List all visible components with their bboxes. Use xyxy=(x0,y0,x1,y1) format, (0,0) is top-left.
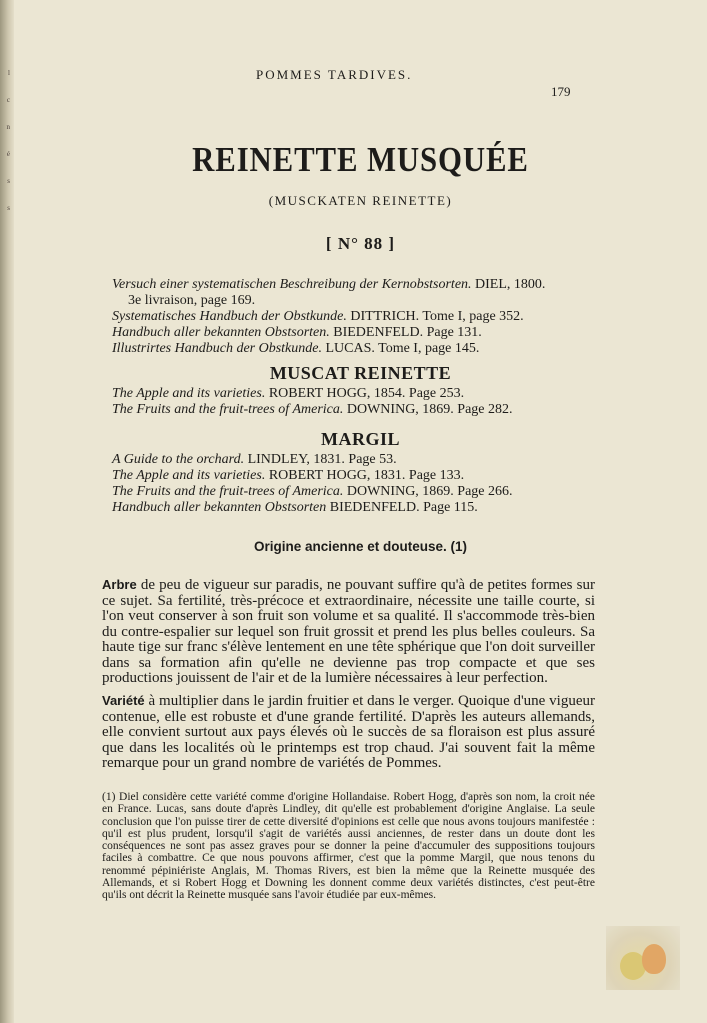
gutter-mark: l xyxy=(8,69,10,77)
reference-line xyxy=(112,484,592,500)
reference-detail: DOWNING, 1869. Page 282. xyxy=(343,402,513,417)
page-title: REINETTE MUSQUÉE xyxy=(192,140,529,179)
reference-line xyxy=(112,452,592,468)
reference-detail: BIEDENFELD. Page 131. xyxy=(329,325,482,340)
reference-detail: BIEDENFELD. Page 115. xyxy=(326,500,478,515)
paragraph-lead: Arbre xyxy=(102,577,137,592)
page-subtitle: (MUSCKATEN REINETTE) xyxy=(268,193,453,208)
book-page xyxy=(14,0,707,1023)
fruit-thumbnail xyxy=(606,926,680,990)
reference-detail: 3e livraison, page 169. xyxy=(128,293,256,308)
gutter-marks xyxy=(0,60,14,222)
reference-line xyxy=(112,386,592,402)
reference-detail: ROBERT HOGG, 1854. Page 253. xyxy=(265,386,465,401)
gutter-mark: c xyxy=(6,96,10,104)
synonym-heading: MUSCAT REINETTE xyxy=(269,363,452,383)
book-gutter xyxy=(0,0,14,1023)
reference-work: Versuch einer systematischen Beschreibung der Kernobstsorten. xyxy=(112,277,472,292)
footnote: (1) Diel considère cette variété comme d'origine Hollandaise. Robert Hogg, d'après son nom, la croit née en France. Lucas, sans doute d'après Lindley, dit qu'elle est probablement d'origine Anglaise. La seule conclusion que l'on puisse tirer de cette diversité d'opinions est celle que nous avons toujours manifestée : qu'il est plus prudent, lorsqu'il s'agit de variétés aussi anciennes, de rester dans un doute dont les conséquences ne sont pas assez graves pour se donner la peine d'accumuler des suppositions toujours faciles à combattre. Ce que nous pouvons affirmer, c'est que la pomme Margil, que nous tenons du renommé pépiniériste Anglais, M. Thomas Rivers, est bien la même que la Reinette musquée des Allemands, et si Robert Hogg et Downing les donnent comme deux variétés distinctes, c'est peut-être qu'ils ont décrit la Reinette musquée sans l'avoir étudiée par eux-mêmes. xyxy=(102,791,595,902)
gutter-mark: s xyxy=(7,177,10,185)
reference-line xyxy=(112,402,592,418)
reference-work: The Apple and its varieties. xyxy=(112,386,266,401)
gutter-mark: n xyxy=(6,123,10,131)
reference-work: Systematisches Handbuch der Obstkunde. xyxy=(112,309,347,324)
reference-work: The Fruits and the fruit-trees of America. xyxy=(112,484,344,499)
reference-work: Handbuch aller bekannten Obstsorten. xyxy=(112,325,330,340)
section-heading: Origine ancienne et douteuse. (1) xyxy=(253,539,468,554)
reference-line xyxy=(112,277,592,293)
reference-detail: DITTRICH. Tome I, page 352. xyxy=(346,309,524,324)
synonym-group xyxy=(112,452,592,516)
reference-detail: DIEL, 1800. xyxy=(471,277,546,292)
reference-detail: LUCAS. Tome I, page 145. xyxy=(321,341,480,356)
paragraph-text: à multiplier dans le jardin fruitier et dans le verger. Quoique d'une vigueur contenue, elle est robuste et d'une grande fertilité. D'après les auteurs allemands, elle convient surtout aux pays élevés où le succès de sa floraison est plus assuré que dans les localités où le printemps est trop chaud. J'ai souvent fait la même remarque pour un grand nombre de variétés de Pommes. xyxy=(102,693,595,771)
reference-line xyxy=(112,468,592,484)
running-head: POMMES TARDIVES. xyxy=(256,67,413,82)
reference-line xyxy=(112,293,592,309)
synonym-group xyxy=(112,277,592,357)
synonym-group xyxy=(112,386,592,418)
variety-number: [ N° 88 ] xyxy=(325,234,396,253)
reference-work: The Fruits and the fruit-trees of America. xyxy=(112,402,344,417)
reference-work: The Apple and its varieties. xyxy=(112,468,266,483)
body-paragraph xyxy=(102,693,595,772)
reference-detail: ROBERT HOGG, 1831. Page 133. xyxy=(265,468,465,483)
gutter-mark: s xyxy=(7,204,10,212)
paragraph-lead: Variété xyxy=(102,693,145,708)
reference-line xyxy=(112,341,592,357)
pear-icon xyxy=(642,944,666,974)
reference-line xyxy=(112,325,592,341)
paragraph-text: de peu de vigueur sur paradis, ne pouvant suffire qu'à de petites formes sur ce sujet. Sa fertilité, très-précoce et extraordinaire, nécessite une taille courte, si l'on veut conserver à son fruit son volume et sa qualité. Il s'accommode très-bien du contre-espalier sur lequel son fruit grossit et prend les plus belles couleurs. Sa haute tige sur franc s'élève lentement en une tête sphérique que l'on doit surveiller dans sa formation afin qu'elle ne devienne pas trop compacte et que ses productions jouissent de l'air et de la lumière nécessaires à leur perfection. xyxy=(102,577,595,686)
body-paragraph xyxy=(102,577,595,687)
reference-line xyxy=(112,309,592,325)
synonym-heading: MARGIL xyxy=(321,429,400,449)
reference-detail: DOWNING, 1869. Page 266. xyxy=(343,484,513,499)
reference-work: Handbuch aller bekannten Obstsorten xyxy=(112,500,327,515)
reference-work: A Guide to the orchard. xyxy=(112,452,245,467)
reference-line xyxy=(112,500,592,516)
page-number: 179 xyxy=(551,84,571,99)
reference-work: Illustrirtes Handbuch der Obstkunde. xyxy=(112,341,322,356)
reference-detail: LINDLEY, 1831. Page 53. xyxy=(244,452,397,467)
gutter-mark: é xyxy=(6,150,10,158)
